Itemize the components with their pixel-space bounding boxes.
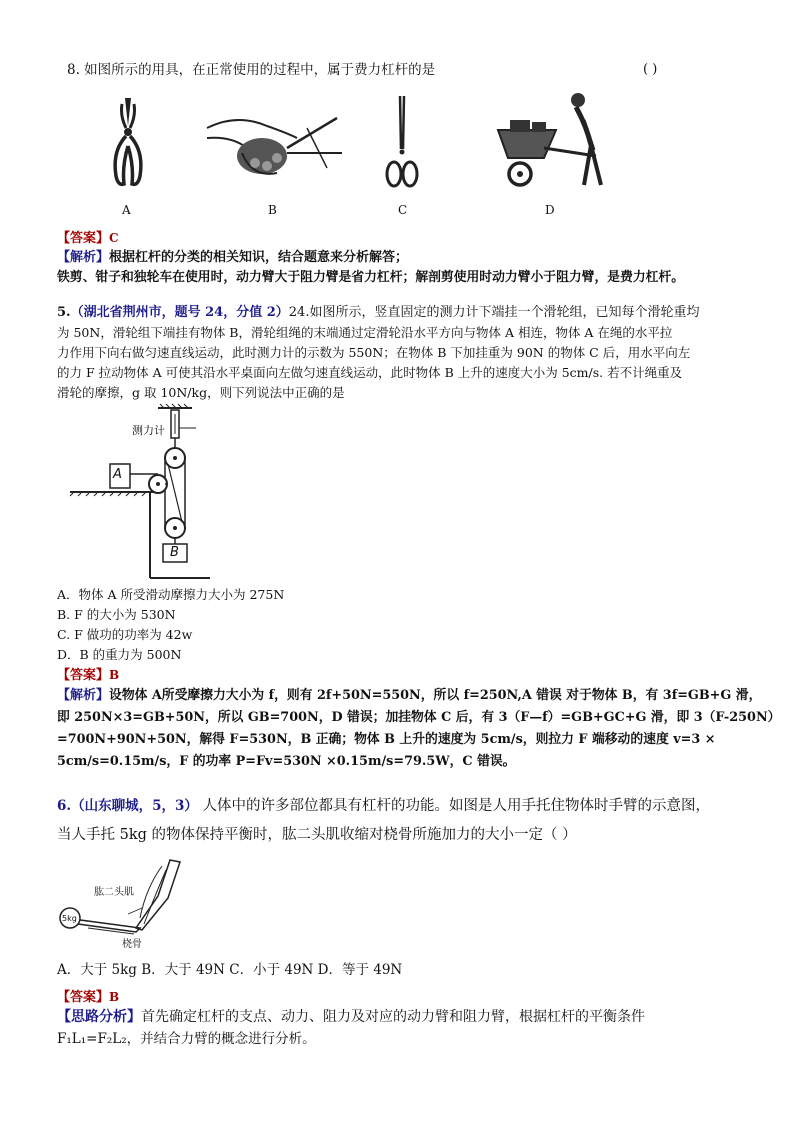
q5-source: （湖北省荆州市，题号 24，分值 2）: [70, 305, 289, 320]
q6-analysis-line1: 首先确定杠杆的支点、动力、阻力及对应的动力臂和阻力臂，根据杠杆的平衡条件: [141, 1009, 645, 1025]
q5-line5: 滑轮的摩擦，g 取 10N/kg，则下列说法中正确的是: [57, 385, 345, 400]
q5-line2: 为 50N，滑轮组下端挂有物体 B，滑轮组绳的末端通过定滑轮沿水平方向与物体 A 相连，物体 A 在绳的水平拉: [57, 325, 673, 340]
q5-option-a: A．物体 A 所受滑动摩擦力大小为 275N: [57, 587, 285, 602]
scissors-icon: [384, 94, 420, 194]
q6-source: 6.（山东聊城，5，3）: [57, 798, 198, 814]
q5-fig-a-label: A: [113, 467, 122, 482]
q8-analysis-line2: 铁剪、钳子和独轮车在使用时，动力臂大于阻力臂是省力杠杆；解剖剪使用时动力臂小于阻力臂，是费力杠杆。: [57, 270, 685, 285]
q5-option-c: C. F 做功的功率为 42w: [57, 627, 193, 642]
q8-label-d: D: [545, 203, 555, 217]
q8-analysis-label: 【解析】: [57, 250, 110, 265]
q5-analysis-label: 【解析】: [57, 688, 110, 703]
q5-number: 5.: [57, 305, 71, 320]
q5-analysis-line3: =700N+90N+50N，解得 F=530N，B 正确；物体 B 上升的速度为 5cm/s，则拉力 F 端移动的速度 v=3 ×: [57, 732, 716, 747]
q5-analysis-line1: 设物体 A所受摩擦力大小为 f，则有 2f+50N=550N，所以 f=250N,A 错误 对于物体 B，有 3f=GB+G 滑，: [109, 688, 762, 703]
q5-line3: 力作用下向右做匀速直线运动，此时测力计的示数为 550N；在物体 B 下加挂重为 90N 的物体 C 后，用水平向左: [57, 345, 691, 360]
q5-line1: 24.如图所示，竖直固定的测力计下端挂一个滑轮组，已知每个滑轮重均: [288, 305, 700, 320]
pliers-icon: [108, 96, 148, 191]
q8-answer-paren: ( ): [643, 62, 658, 77]
q8-label-b: B: [268, 203, 277, 217]
q6-line2: 当人手托 5kg 的物体保持平衡时，肱二头肌收缩对桡骨所施加力的大小一定（ ）: [57, 827, 577, 843]
q8-answer-label: 答案】: [70, 231, 110, 246]
q5-fig-b-label: B: [170, 545, 179, 560]
q8-label-c: C: [398, 203, 408, 217]
q6-options: A．大于 5kg B．大于 49N C．小于 49N D．等于 49N: [57, 962, 403, 978]
q6-answer-label: 【答案】: [57, 990, 110, 1005]
q6-fig-muscle-label: 肱二头肌: [94, 887, 134, 898]
q6-fig-weight: 5kg: [62, 914, 77, 923]
q5-line4: 的力 F 拉动物体 A 可使其沿水平桌面向左做匀速直线运动，此时物体 B 上升的速度大小为 5cm/s. 若不计绳重及: [57, 365, 683, 380]
q8-answer-bracket: 【: [57, 231, 71, 246]
q5-analysis-line4: 5cm/s=0.15m/s，F 的功率 P=Fv=530N ×0.15m/s=79.5W，C 错误。: [57, 754, 516, 769]
q8-label-a: A: [122, 203, 131, 217]
q6-analysis-label: 【思路分析】: [57, 1009, 141, 1025]
q5-fig-meter-label: 测力计: [132, 424, 165, 437]
q6-analysis-line2: F₁L₁=F₂L₂，并结合力臂的概念进行分析。: [57, 1031, 316, 1047]
q6-line1: 人体中的许多部位都具有杠杆的功能。如图是人用手托住物体时手臂的示意图，: [197, 798, 710, 814]
q8-analysis-line1: 根据杠杆的分类的相关知识，结合题意来分析解答；: [109, 250, 409, 265]
q5-answer-label: 【答案】: [57, 668, 110, 683]
q5-option-b: B. F 的大小为 530N: [57, 607, 176, 622]
q6-answer-value: B: [109, 990, 120, 1004]
q8-stem: 8. 如图所示的用具，在正常使用的过程中，属于费力杠杆的是: [67, 62, 436, 78]
q6-fig-bone-label: 桡骨: [122, 939, 142, 950]
q5-answer-value: B: [109, 668, 120, 682]
wheelbarrow-icon: [496, 90, 624, 188]
q8-answer-value: C: [109, 231, 119, 245]
q5-analysis-line2: 即 250N×3=GB+50N，所以 GB=700N，D 错误；加挂物体 C 后，有 3（F—f）=GB+GC+G 滑，即 3（F-250N）: [57, 710, 781, 725]
arm-diagram: [58, 858, 188, 940]
hand-tool-icon: [207, 108, 347, 188]
q5-option-d: D．B 的重力为 500N: [57, 647, 182, 662]
